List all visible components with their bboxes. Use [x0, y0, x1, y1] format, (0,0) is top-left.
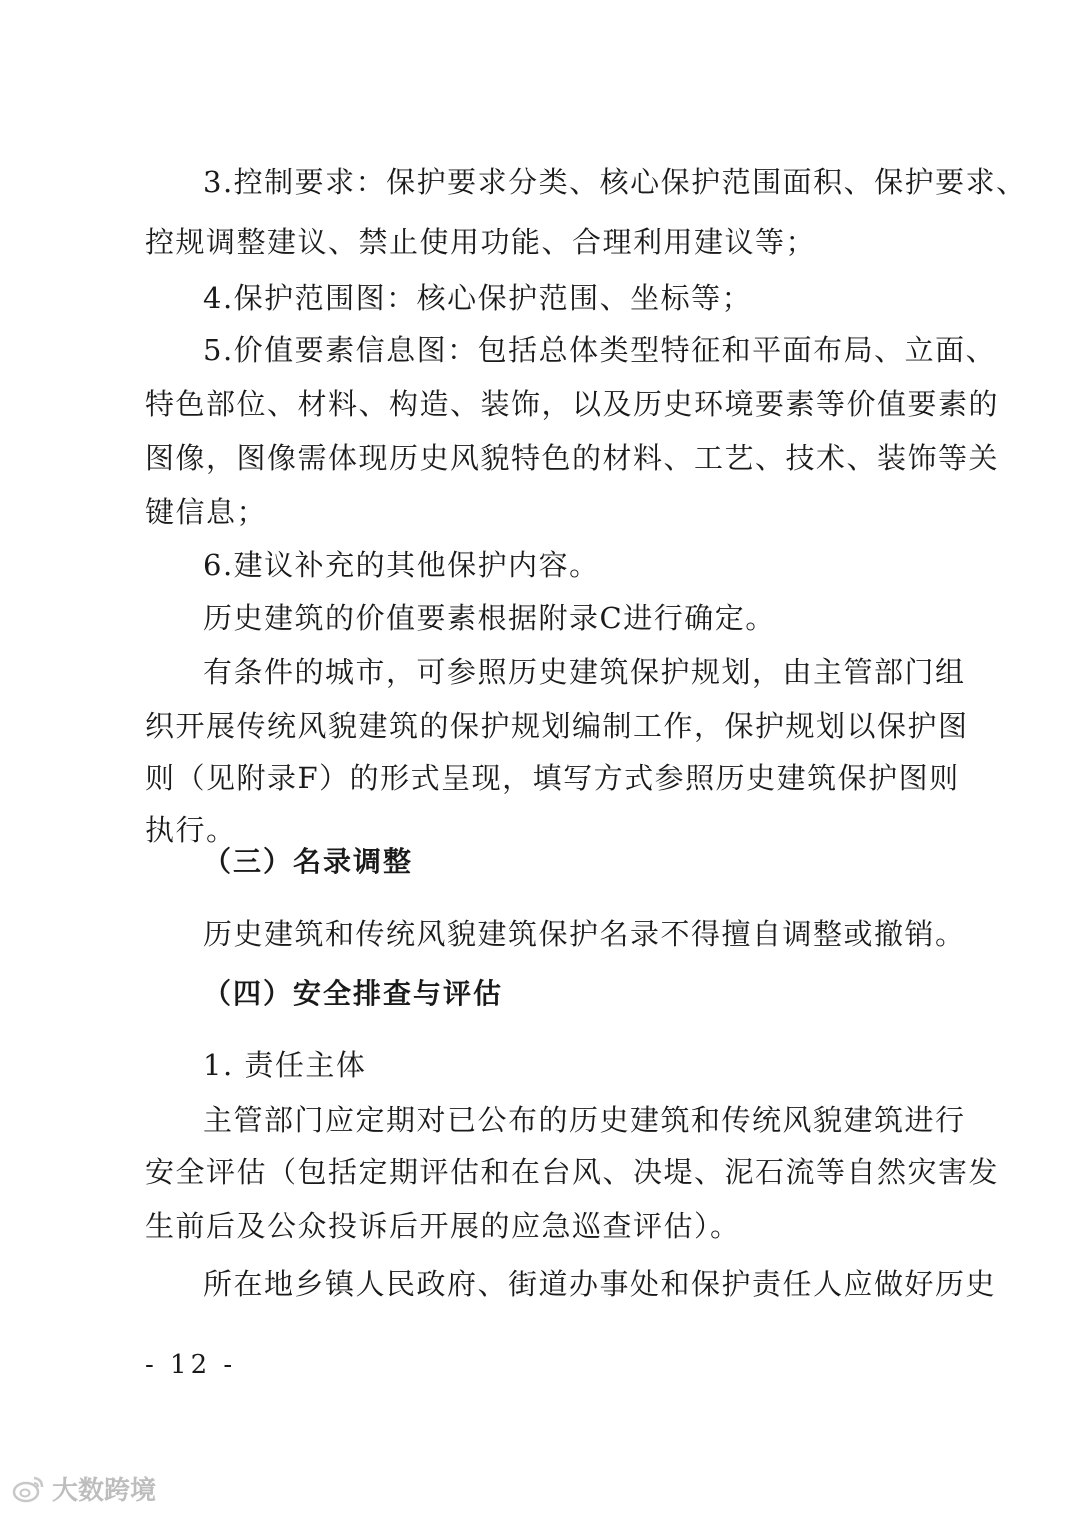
paragraph-line: 则（见附录F）的形式呈现，填写方式参照历史建筑保护图则 — [145, 761, 960, 795]
weibo-logo-icon — [12, 1472, 46, 1506]
paragraph-line: 键信息； — [145, 495, 268, 529]
paragraph-line: 所在地乡镇人民政府、街道办事处和保护责任人应做好历史 — [203, 1267, 997, 1301]
paragraph-line: 特色部位、材料、构造、装饰，以及历史环境要素等价值要素的 — [145, 387, 1000, 421]
paragraph-line: 4.保护范围图：核心保护范围、坐标等； — [203, 281, 753, 315]
paragraph-line: 安全评估（包括定期评估和在台风、决堤、泥石流等自然灾害发 — [145, 1155, 1000, 1189]
watermark — [12, 1470, 156, 1507]
section-heading-4: （四）安全排查与评估 — [203, 977, 504, 1010]
paragraph-line: 5.价值要素信息图：包括总体类型特征和平面布局、立面、 — [203, 333, 997, 367]
paragraph-line: 控规调整建议、禁止使用功能、合理利用建议等； — [145, 225, 817, 259]
paragraph-line: 3.控制要求：保护要求分类、核心保护范围面积、保护要求、 — [203, 165, 1027, 199]
paragraph-line: 6.建议补充的其他保护内容。 — [203, 548, 600, 582]
subsection-title: 1. 责任主体 — [203, 1048, 367, 1082]
paragraph-line: 主管部门应定期对已公布的历史建筑和传统风貌建筑进行 — [203, 1103, 966, 1137]
section-heading-3: （三）名录调整 — [203, 845, 414, 878]
paragraph-line: 生前后及公众投诉后开展的应急巡查评估）。 — [145, 1209, 741, 1243]
paragraph-line: 历史建筑的价值要素根据附录C进行确定。 — [203, 601, 776, 635]
paragraph-line: 织开展传统风貌建筑的保护规划编制工作，保护规划以保护图 — [145, 709, 969, 743]
watermark-text: 大数跨境 — [52, 1476, 157, 1506]
paragraph-line: 有条件的城市，可参照历史建筑保护规划，由主管部门组 — [203, 655, 966, 689]
paragraph-line: 执行。 — [145, 813, 237, 847]
page-number: - 12 - — [145, 1350, 237, 1380]
paragraph-line: 历史建筑和传统风貌建筑保护名录不得擅自调整或撤销。 — [203, 917, 966, 951]
paragraph-line: 图像，图像需体现历史风貌特色的材料、工艺、技术、装饰等关 — [145, 441, 1000, 475]
